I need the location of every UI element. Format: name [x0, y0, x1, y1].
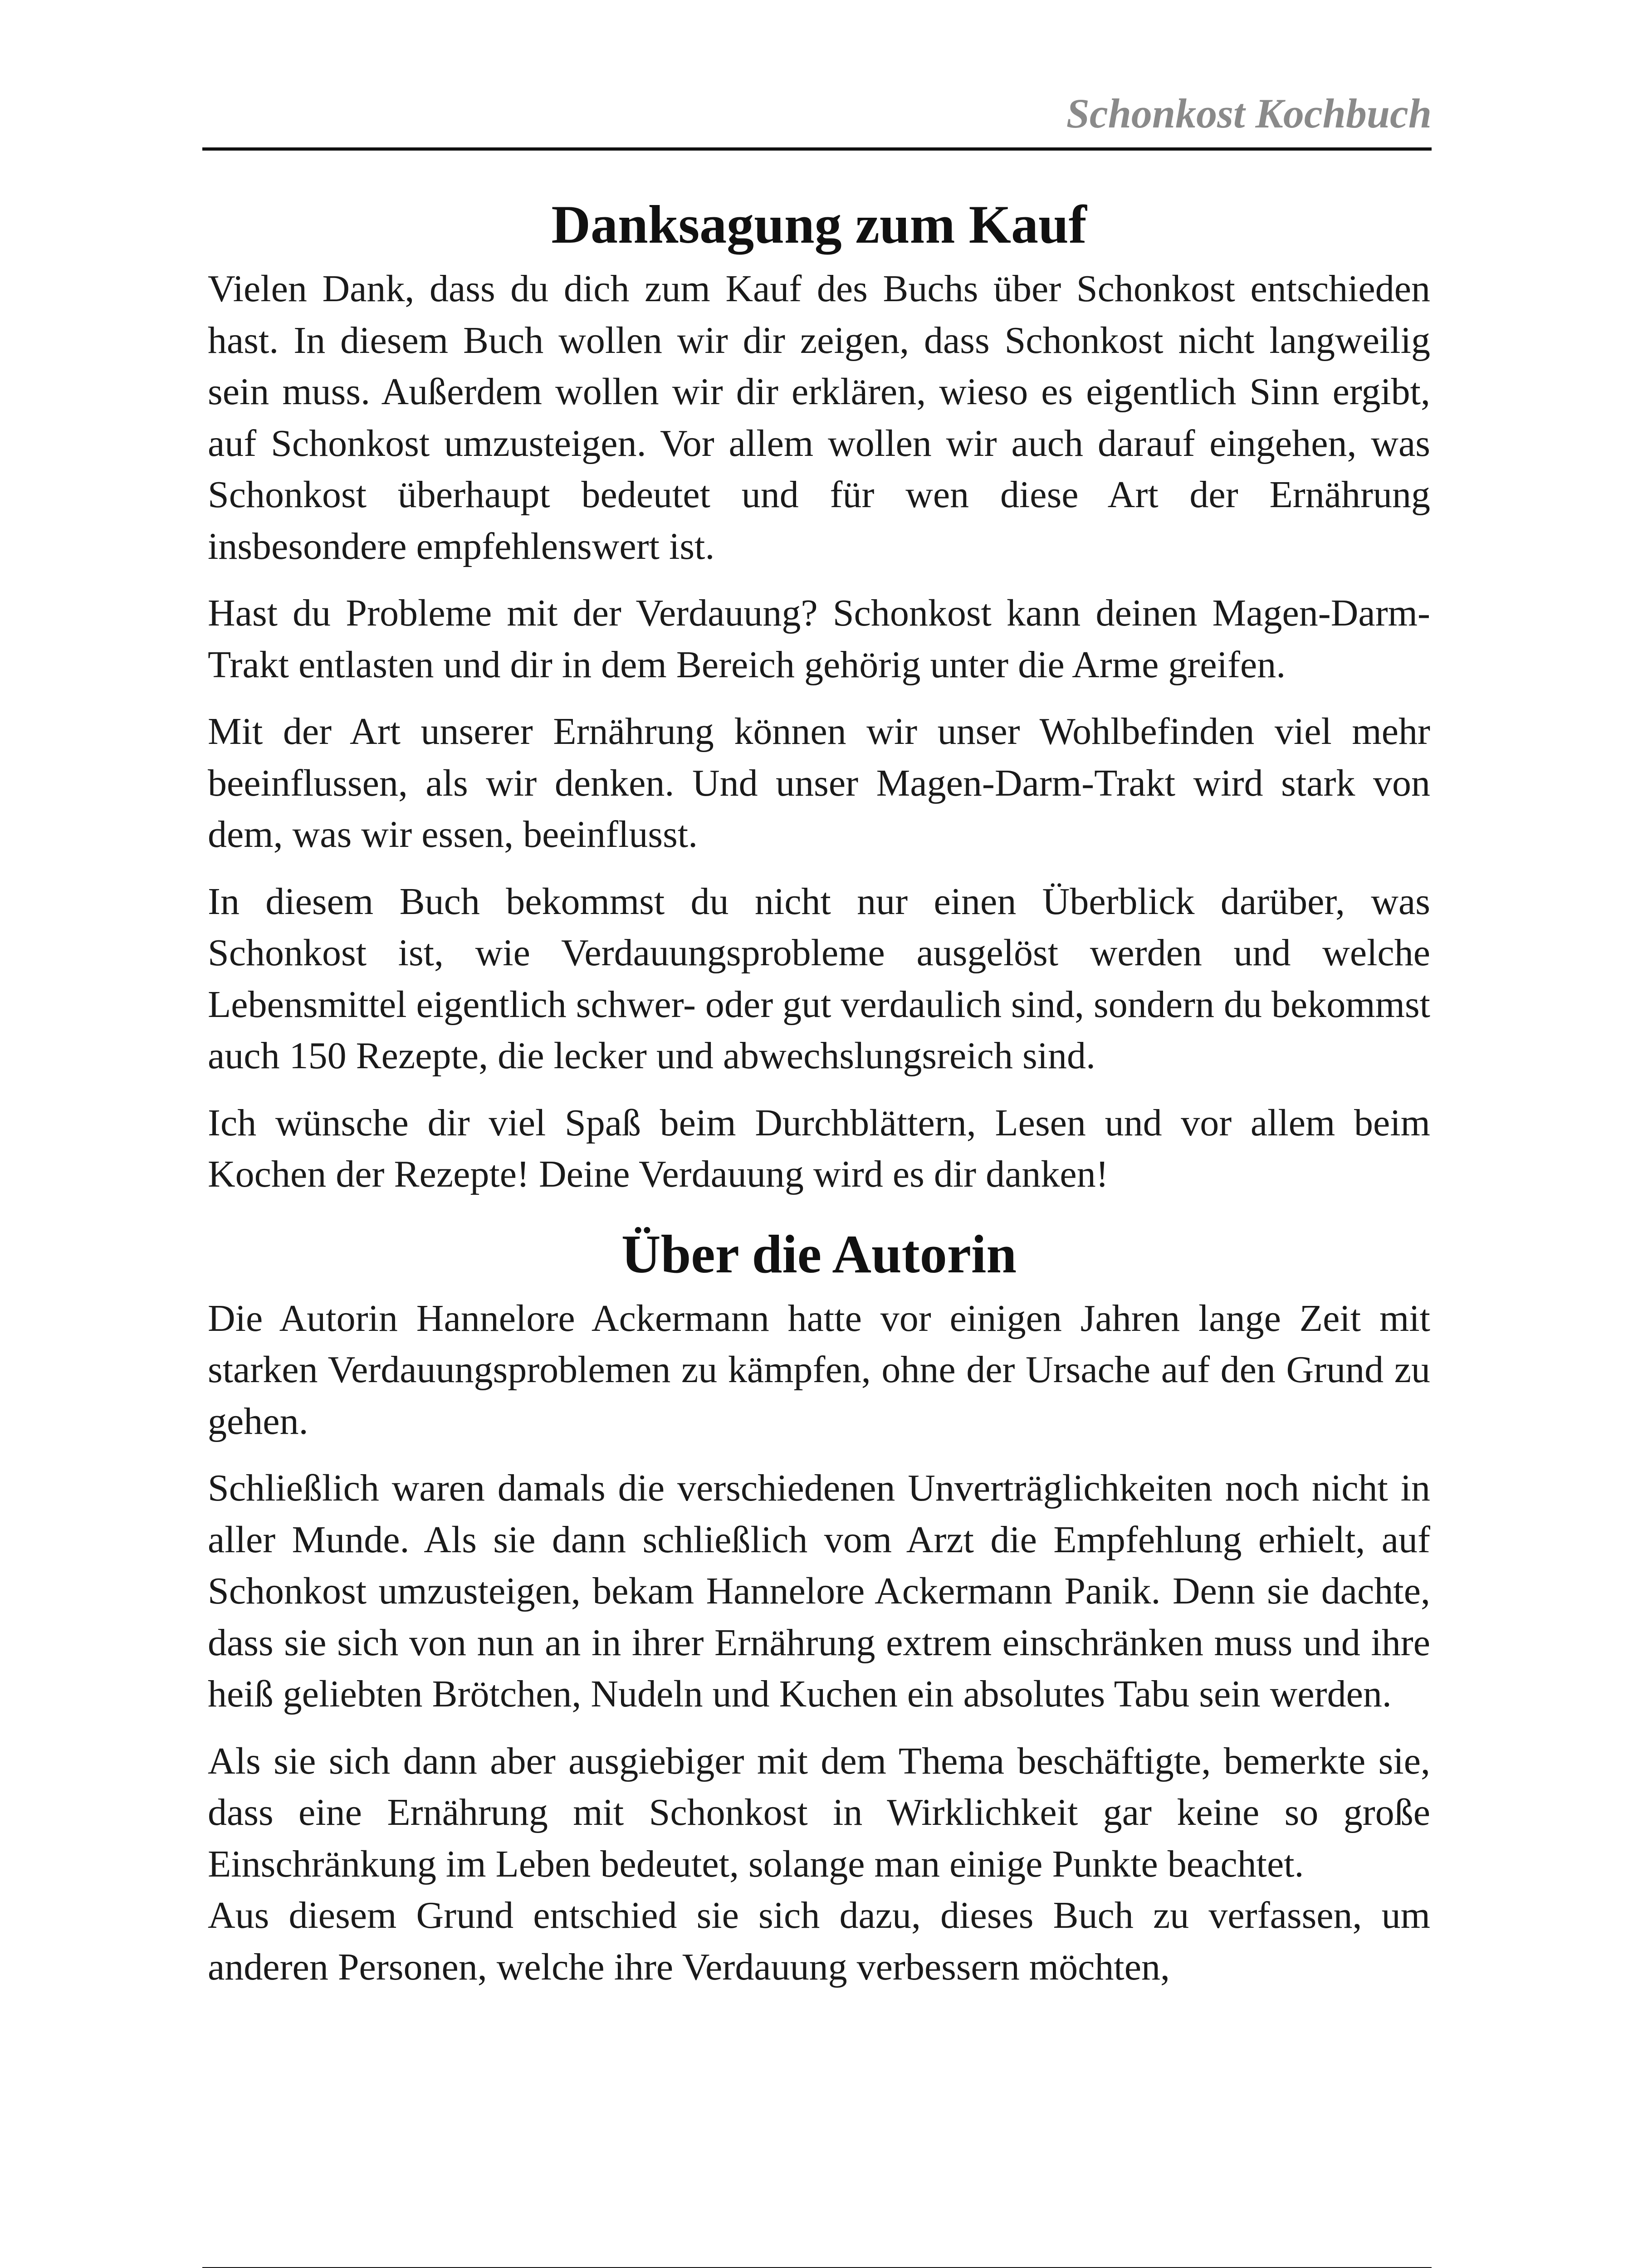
page-body	[208, 186, 1430, 1993]
section-heading-autorin: Über die Autorin	[621, 1223, 1017, 1284]
body-paragraph: Die Autorin Hannelore Ackermann hatte vor einigen Jahren lange Zeit mit starken Verdauungsproblemen zu kämpfen, ohne der Ursache auf den Grund zu gehen.	[208, 1297, 1430, 1442]
body-paragraph: Hast du Probleme mit der Verdauung? Schonkost kann deinen Magen-Darm-Trakt entlasten und dir in dem Bereich gehörig unter die Arme greifen.	[208, 592, 1430, 686]
section-heading-danksagung: Danksagung zum Kauf	[551, 194, 1087, 254]
body-paragraph: Mit der Art unserer Ernährung können wir unser Wohlbefinden viel mehr beeinflussen, als wir denken. Und unser Magen-Darm-Trakt wird stark von dem, was wir essen, beeinflusst.	[208, 710, 1430, 855]
body-paragraph: Ich wünsche dir viel Spaß beim Durchblättern, Lesen und vor allem beim Kochen der Rezepte! Deine Verdauung wird es dir danken!	[208, 1101, 1430, 1195]
running-header-title: Schonkost Kochbuch	[1066, 90, 1432, 137]
body-paragraph: Schließlich waren damals die verschiedenen Unverträglichkeiten noch nicht in aller Munde. Als sie dann schließlich vom Arzt die Empfehlung erhielt, auf Schonkost umzusteigen, bekam Hannelore Ackermann Panik. Denn sie dachte, dass sie sich von nun an in ihrer Ernährung extrem einschränken muss und ihre heiß geliebten Brötchen, Nudeln und Kuchen ein absolutes Tabu sein werden.	[208, 1467, 1430, 1715]
body-paragraph: In diesem Buch bekommst du nicht nur einen Überblick darüber, was Schonkost ist, wie Verdauungsprobleme ausgelöst werden und welche Lebensmittel eigentlich schwer- oder gut verdaulich sind, sondern du bekommst auch 150 Rezepte, die lecker und abwechslungsreich sind.	[208, 880, 1430, 1077]
body-paragraph: Aus diesem Grund entschied sie sich dazu, dieses Buch zu verfassen, um anderen Personen, welche ihre Verdauung verbessern möchten,	[208, 1894, 1430, 1988]
running-header	[202, 86, 1432, 151]
body-paragraph: Vielen Dank, dass du dich zum Kauf des Buchs über Schonkost entschieden hast. In diesem Buch wollen wir dir zeigen, dass Schonkost nicht langweilig sein muss. Außerdem wollen wir dir erklären, wieso es eigentlich Sinn ergibt, auf Schonkost umzusteigen. Vor allem wollen wir auch darauf eingehen, was Schonkost überhaupt bedeutet und für wen diese Art der Ernährung insbesondere empfehlenswert ist.	[208, 268, 1430, 567]
body-paragraph: Als sie sich dann aber ausgiebiger mit dem Thema beschäftigte, bemerkte sie, dass eine Ernährung mit Schonkost in Wirklichkeit gar keine so große Einschränkung im Leben bedeutet, solange man einige Punkte beachtet.	[208, 1740, 1430, 1885]
